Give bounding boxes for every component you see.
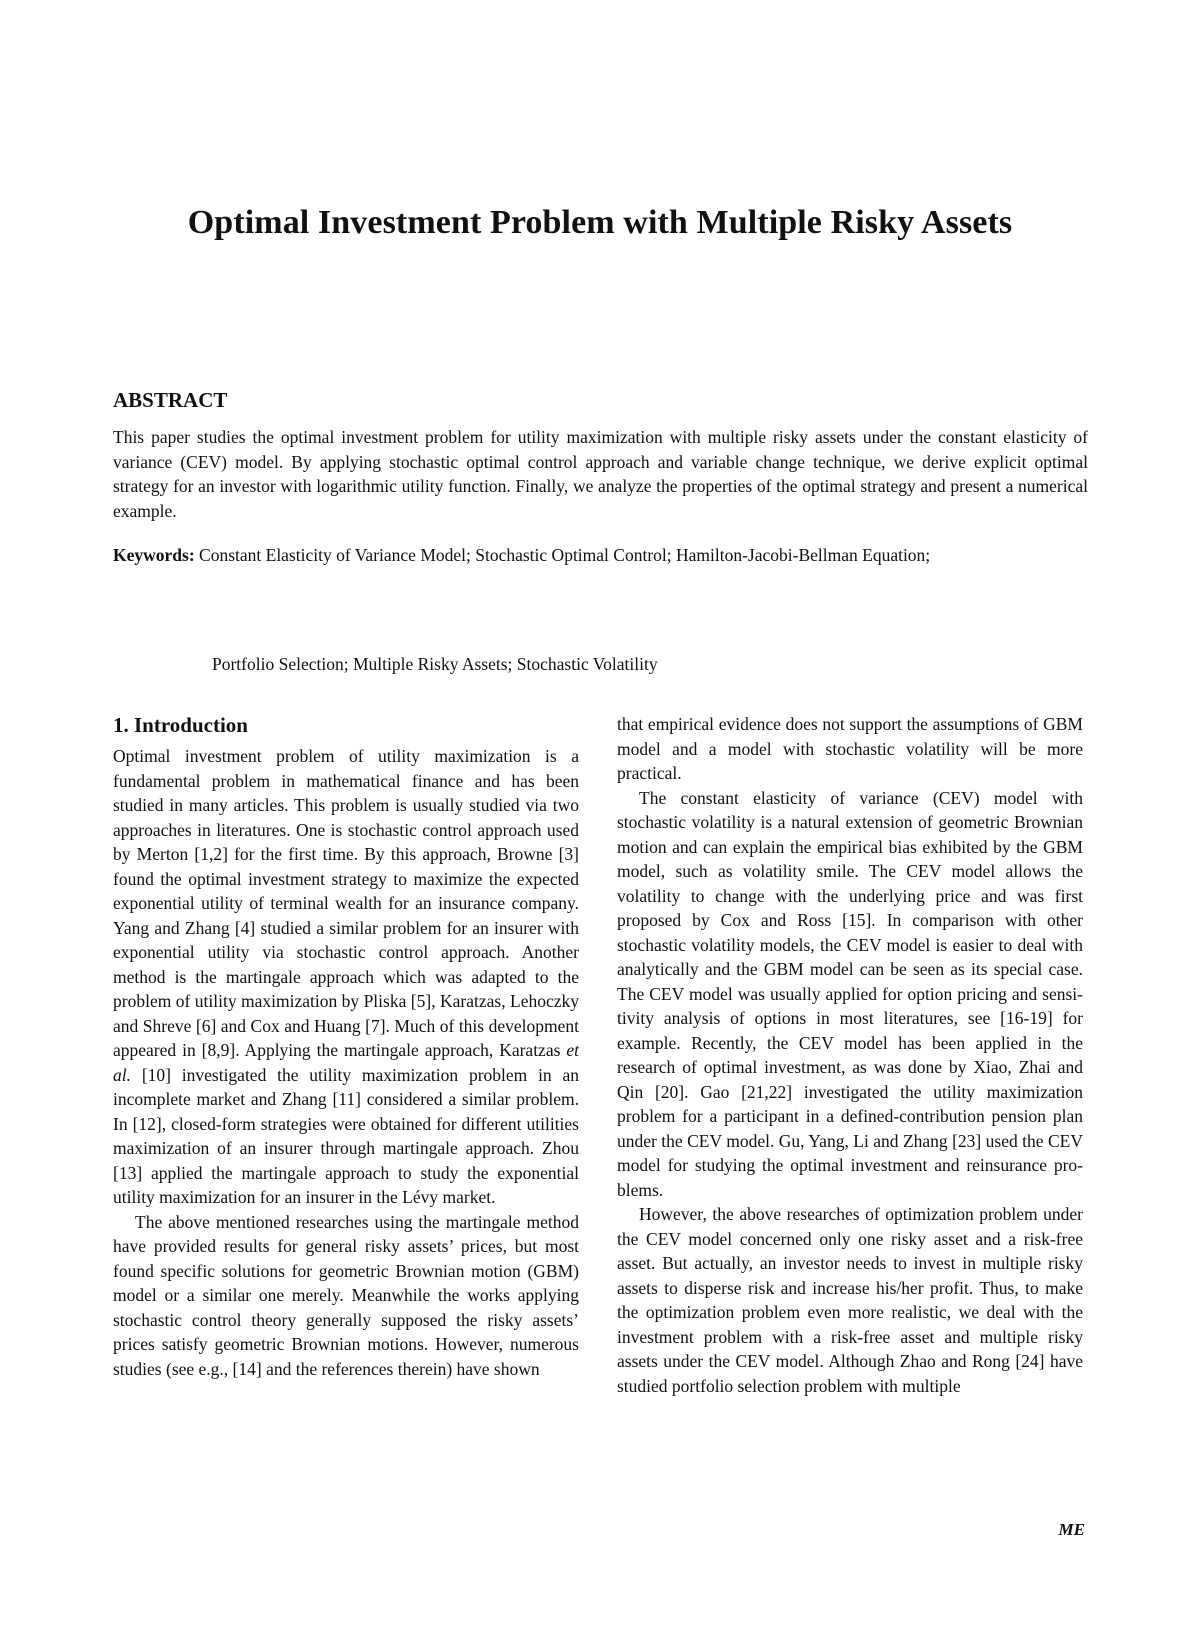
intro-paragraph-2-continued: that empirical evidence does not support the assumptions of GBM model and a model with stochastic volatility will be more practical. bbox=[617, 714, 1083, 783]
left-column bbox=[113, 712, 579, 1381]
keywords-line-1: Constant Elasticity of Variance Model; Stochastic Optimal Control; Hamilton-Jacobi-Bellman Equation; bbox=[199, 545, 931, 565]
keywords-label: Keywords: bbox=[113, 545, 195, 565]
right-column bbox=[617, 712, 1083, 1398]
intro-paragraph-1-part-a: Optimal investment problem of utility maximization is a fundamental problem in mathematical finance and has been studied in many articles. This problem is usually studied via two approaches in literatures. One is stochastic control approach used by Merton [1,2] for the first time. By this approach, Browne [3] found the optimal investment strategy to maximize the expected exponential utility of terminal wealth for an insurance company. Yang and Zhang [4] studied a similar problem for an insurer with exponential utility via stochastic control approach. Another method is the martingale approach which was adapted to the problem of utility maximization by Pliska [5], Karatzas, Lehoczky and Shreve [6] and Cox and Huang [7]. Much of this development appeared in [8,9]. Applying the martingale approach, Karatzas bbox=[113, 746, 579, 1060]
paper-title: Optimal Investment Problem with Multiple Risky Assets bbox=[187, 204, 1013, 241]
abstract-text: This paper studies the optimal investment problem for utility maximization with multiple risky assets under the constant elasticity of variance (CEV) model. By applying stochastic optimal control approach and variable change technique, we derive explicit optimal strategy for an investor with logarithmic utility function. Finally, we analyze the properties of the optimal strategy and present a numerical example. bbox=[113, 427, 1088, 521]
et-al-italic: et al. bbox=[113, 1040, 579, 1085]
intro-paragraph-3: The constant elasticity of variance (CEV) model with stochastic volatility is a natural extension of geometric Brownian motion and can explain the empirical bias exhibited by the GBM model, such as volatility smile. The CEV model allows the volatility to change with the underlying price and was first proposed by Cox and Ross [15]. In comparison with other stochastic volatility models, the CEV model is easier to deal with analytically and the GBM model can be seen as its special case. The CEV model was usually applied for option pricing and sensitivity analysis of options in most literatures, see [16-19] for example. Recently, the CEV model has been applied in the research of optimal investment, as was done by Xiao, Zhai and Qin [20]. Gao [21,22] investigated the utility maximization problem for a participant in a defined-contribution pension plan under the CEV model. Gu, Yang, Li and Zhang [23] used the CEV model for studying the optimal investment and reinsurance problems. bbox=[617, 787, 1083, 1200]
intro-paragraph-2: The above mentioned researches using the martingale method have provided results for general risky assets’ prices, but most found specific solutions for geometric Brownian motion (GBM) model or a similar one merely. Meanwhile the works applying stochastic control theory generally supposed the risky assets’ prices satisfy geometric Brownian motions. However, numerous studies (see e.g., [14] and the references therein) have shown bbox=[113, 1211, 579, 1379]
journal-mark: ME bbox=[1058, 1520, 1085, 1539]
intro-paragraph-1-part-b: [10] investigated the utility maximization problem in an incomplete market and Zhang [11] considered a similar problem. In [12], closed-form strategies were obtained for different utilities maximization of an insurer through martingale approach. Zhou [13] applied the martingale approach to study the exponential utility maximization for an insurer in the Lévy market. bbox=[113, 1064, 579, 1207]
keywords bbox=[113, 543, 1088, 567]
abstract-heading: ABSTRACT bbox=[113, 388, 228, 412]
intro-paragraph-1 bbox=[113, 744, 579, 1210]
section-heading-introduction: 1. Introduction bbox=[113, 713, 248, 737]
keywords-line-2: Portfolio Selection; Multiple Risky Assets; Stochastic Volatility bbox=[212, 654, 658, 674]
intro-paragraph-4: However, the above researches of optimization problem under the CEV model concerned only one risky asset and a risk-free asset. But actually, an investor needs to invest in multiple risky assets to disperse risk and increase his/her profit. Thus, to make the optimization problem even more realistic, we deal with the investment problem with a risk-free asset and multiple risky assets under the CEV model. Although Zhao and Rong [24] have studied portfolio selection problem with multiple bbox=[617, 1204, 1083, 1396]
